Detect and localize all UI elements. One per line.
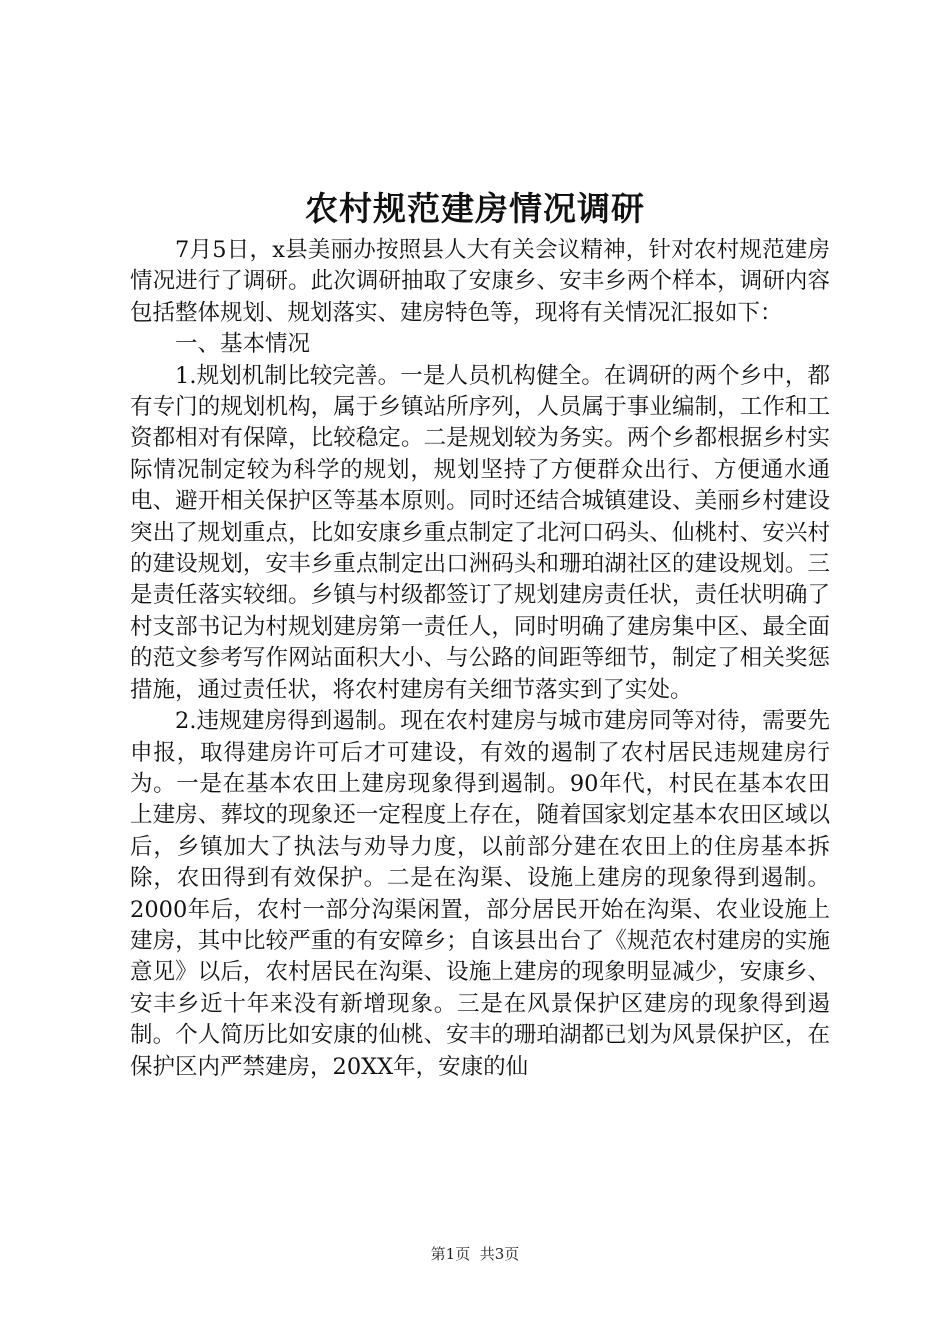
- page-footer: [0, 1244, 950, 1264]
- body-paragraph: 2.违规建房得到遏制。现在农村建房与城市建房同等对待，需要先申报，取得建房许可后才可建设，有效的遏制了农村居民违规建房行为。一是在基本农田上建房现象得到遏制。90年代，村民在基本农田上建房、葬坟的现象还一定程度上存在，随着国家划定基本农田区域以后，乡镇加大了执法与劝导力度，以前部分建在农田上的住房基本拆除，农田得到有效保护。二是在沟渠、设施上建房的现象得到遏制。2000年后，农村一部分沟渠闲置，部分居民开始在沟渠、农业设施上建房，其中比较严重的有安障乡；自该县出台了《规范农村建房的实施意见》以后，农村居民在沟渠、设施上建房的现象明显减少，安康乡、安丰乡近十年来没有新增现象。三是在风景保护区建房的现象得到遏制。个人简历比如安康的仙桃、安丰的珊珀湖都已划为风景保护区，在保护区内严禁建房，20XX年，安康的仙: [130, 708, 830, 1080]
- page-number: 第1页: [430, 1245, 471, 1263]
- page-total: 共3页: [479, 1245, 520, 1263]
- intro-paragraph: 7月5日，x县美丽办按照县人大有关会议精神，针对农村规范建房情况进行了调研。此次调研抽取了安康乡、安丰乡两个样本，调研内容包括整体规划、规划落实、建房特色等，现将有关情况汇报如下：: [130, 237, 830, 326]
- document-title: 农村规范建房情况调研: [305, 189, 645, 228]
- section-heading: 一、基本情况: [175, 331, 311, 358]
- document-body: [130, 235, 830, 1083]
- body-paragraph: 1.规划机制比较完善。一是人员机构健全。在调研的两个乡中，都有专门的规划机构，属于乡镇站所序列，人员属于事业编制，工作和工资都相对有保障，比较稳定。二是规划较为务实。两个乡都根据乡村实际情况制定较为科学的规划，规划坚持了方便群众出行、方便通水通电、避开相关保护区等基本原则。同时还结合城镇建设、美丽乡村建设突出了规划重点，比如安康乡重点制定了北河口码头、仙桃村、安兴村的建设规划，安丰乡重点制定出口洲码头和珊珀湖社区的建设规划。三是责任落实较细。乡镇与村级都签订了规划建房责任状，责任状明确了村支部书记为村规划建房第一责任人，同时明确了建房集中区、最全面的范文参考写作网站面积大小、与公路的间距等细节，制定了相关奖惩措施，通过责任状，将农村建房有关细节落实到了实处。: [130, 362, 830, 703]
